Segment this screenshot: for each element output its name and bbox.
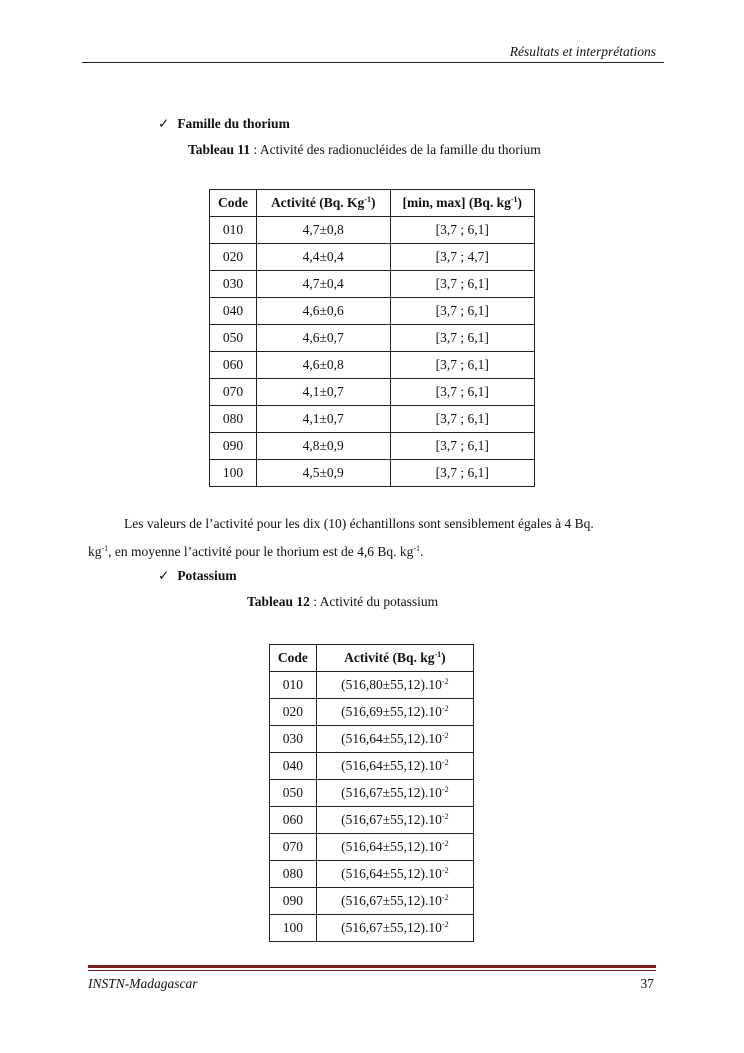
cell-activity: 4,6±0,8 (256, 352, 390, 379)
cell-range: [3,7 ; 4,7] (390, 244, 534, 271)
cell-activity: $(516,80\pm 55,12).10^{-2}$ (316, 672, 473, 699)
caption-text: : Activité des radionucléides de la famille du thorium (250, 142, 541, 157)
table-row (270, 807, 474, 834)
cell-range: [3,7 ; 6,1] (390, 379, 534, 406)
table-row (270, 726, 474, 753)
section-title-thorium (158, 116, 290, 132)
table-row (210, 406, 535, 433)
table-row (270, 672, 474, 699)
cell-code: 040 (270, 753, 317, 780)
footer-rule (88, 965, 656, 968)
table-row (210, 433, 535, 460)
table-row (210, 379, 535, 406)
cell-code: 100 (210, 460, 257, 487)
cell-activity: 4,6±0,7 (256, 325, 390, 352)
checkmark-icon: ✓ (158, 568, 170, 583)
table-row (270, 915, 474, 942)
cell-code: 010 (210, 217, 257, 244)
table-row (210, 352, 535, 379)
table-row (210, 298, 535, 325)
cell-activity: 4,8±0,9 (256, 433, 390, 460)
table-header-row (270, 645, 474, 672)
table-row (210, 244, 535, 271)
cell-range: [3,7 ; 6,1] (390, 433, 534, 460)
cell-range: [3,7 ; 6,1] (390, 406, 534, 433)
cell-range: [3,7 ; 6,1] (390, 352, 534, 379)
cell-activity: $(516,67\pm 55,12).10^{-2}$ (316, 780, 473, 807)
cell-activity: $(516,67\pm 55,12).10^{-2}$ (316, 807, 473, 834)
table-row (270, 753, 474, 780)
table-row (210, 460, 535, 487)
table-header-row (210, 190, 535, 217)
col-header-activity: Activité (Bq. $Kg^{-1}$) (256, 190, 390, 217)
cell-range: [3,7 ; 6,1] (390, 298, 534, 325)
cell-code: 090 (270, 888, 317, 915)
paragraph-thorium: Les valeurs de l’activité pour les dix (10) échantillons sont sensiblement égales à 4 Bq. (124, 516, 594, 531)
table-12-caption (247, 594, 438, 610)
cell-code: 100 (270, 915, 317, 942)
cell-range: [3,7 ; 6,1] (390, 460, 534, 487)
cell-code: 090 (210, 433, 257, 460)
table-row (270, 861, 474, 888)
col-header-code: Code (270, 645, 317, 672)
cell-activity: $(516,69\pm 55,12).10^{-2}$ (316, 699, 473, 726)
table-row (210, 325, 535, 352)
cell-code: 020 (270, 699, 317, 726)
potassium-table (269, 644, 474, 942)
section-title-text: Potassium (177, 568, 237, 583)
table-row (270, 780, 474, 807)
cell-activity: 4,6±0,6 (256, 298, 390, 325)
col-header-code: Code (210, 190, 257, 217)
cell-activity: $(516,64\pm 55,12).10^{-2}$ (316, 834, 473, 861)
table-row (210, 217, 535, 244)
cell-activity: 4,7±0,4 (256, 271, 390, 298)
footer-institution: INSTN-Madagascar (88, 976, 198, 991)
cell-activity: 4,4±0,4 (256, 244, 390, 271)
cell-activity: 4,7±0,8 (256, 217, 390, 244)
cell-range: [3,7 ; 6,1] (390, 271, 534, 298)
table-row (270, 699, 474, 726)
cell-code: 010 (270, 672, 317, 699)
cell-activity: 4,1±0,7 (256, 379, 390, 406)
thorium-table (209, 189, 535, 487)
col-header-activity: Activité (Bq. $kg^{-1}$) (316, 645, 473, 672)
cell-activity: 4,1±0,7 (256, 406, 390, 433)
cell-activity: $(516,67\pm 55,12).10^{-2}$ (316, 915, 473, 942)
cell-code: 030 (270, 726, 317, 753)
footer-rule-thin (88, 970, 656, 971)
cell-code: 050 (210, 325, 257, 352)
cell-code: 060 (210, 352, 257, 379)
cell-code: 070 (270, 834, 317, 861)
cell-activity: $(516,64\pm 55,12).10^{-2}$ (316, 861, 473, 888)
cell-range: [3,7 ; 6,1] (390, 217, 534, 244)
cell-code: 020 (210, 244, 257, 271)
cell-code: 050 (270, 780, 317, 807)
table-row (210, 271, 535, 298)
cell-code: 040 (210, 298, 257, 325)
paragraph-thorium-line2: $kg^{-1}$, en moyenne l’activité pour le thorium est de 4,6 Bq. $kg^{-1}$. (88, 544, 424, 559)
cell-code: 060 (270, 807, 317, 834)
table-row (270, 888, 474, 915)
section-title-text: Famille du thorium (177, 116, 290, 131)
cell-code: 030 (210, 271, 257, 298)
table-11-caption (188, 142, 541, 158)
cell-activity: $(516,64\pm 55,12).10^{-2}$ (316, 726, 473, 753)
cell-activity: $(516,64\pm 55,12).10^{-2}$ (316, 753, 473, 780)
col-header-range: [min, max] (Bq. $kg^{-1}$) (390, 190, 534, 217)
header-rule (82, 62, 664, 63)
running-header: Résultats et interprétations (509, 44, 656, 59)
cell-activity: $(516,67\pm 55,12).10^{-2}$ (316, 888, 473, 915)
checkmark-icon: ✓ (158, 116, 170, 131)
caption-label: Tableau 12 (247, 594, 310, 609)
cell-code: 080 (210, 406, 257, 433)
cell-range: [3,7 ; 6,1] (390, 325, 534, 352)
cell-code: 070 (210, 379, 257, 406)
page-number: 37 (640, 976, 654, 991)
caption-text: : Activité du potassium (309, 594, 439, 609)
table-row (270, 834, 474, 861)
cell-code: 080 (270, 861, 317, 888)
cell-activity: 4,5±0,9 (256, 460, 390, 487)
section-title-potassium (158, 568, 237, 584)
caption-label: Tableau 11 (188, 142, 251, 157)
